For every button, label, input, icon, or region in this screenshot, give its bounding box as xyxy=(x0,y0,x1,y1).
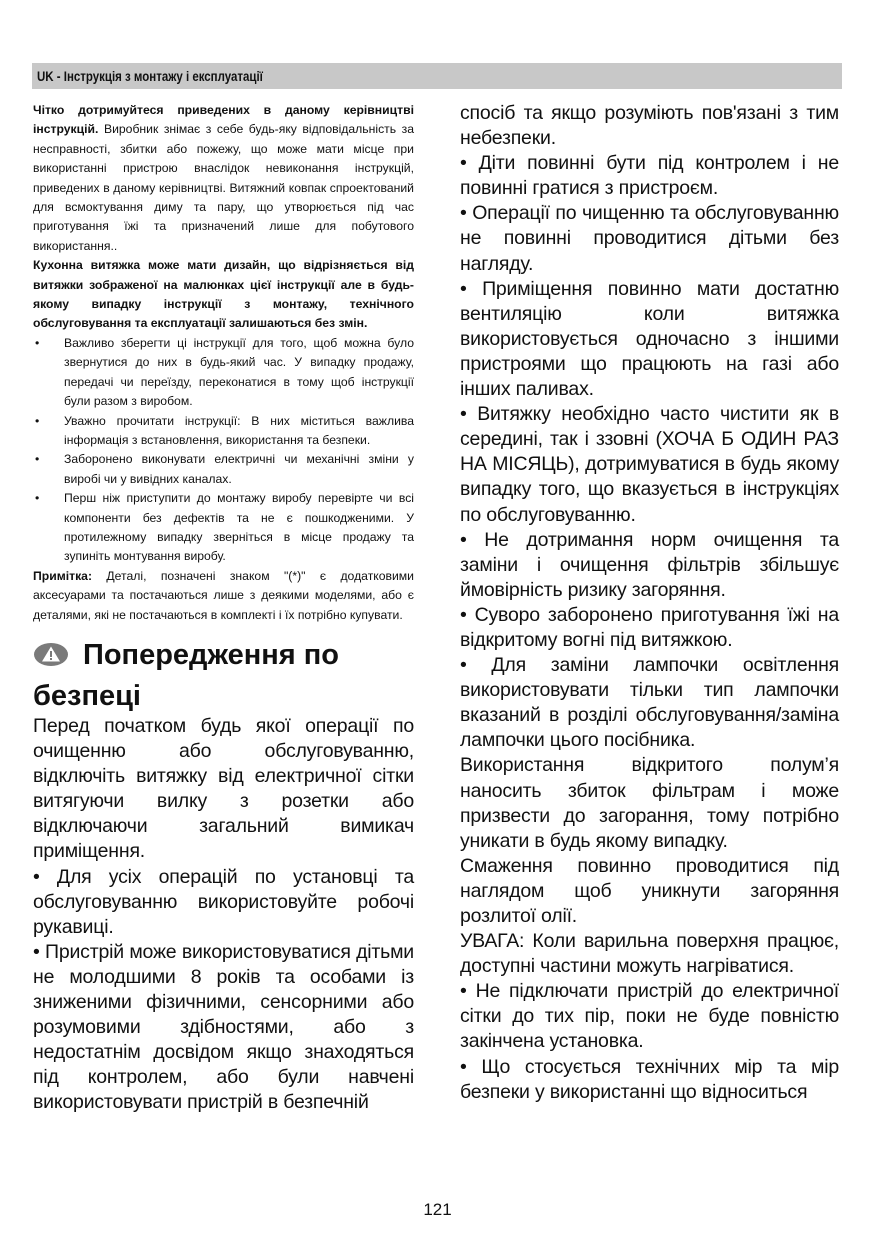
safety-paragraph: • Приміщення повинно мати достатню вентиляцію коли витяжка використовується одночасно з іншими пристроями що працюють на газі або інших паливах. xyxy=(460,277,839,401)
safety-paragraph: • Для усіх операцій по установці та обслуговуванню використовуйте робочі рукавиці. xyxy=(33,865,414,938)
note-paragraph xyxy=(33,567,414,625)
design-notice xyxy=(33,256,414,334)
design-notice-text: Кухонна витяжка може мати дизайн, що відрізняється від витяжки зображеної на малюнках цієї інструкції але в будь-якому випадку інструкції з монтажу, технічного обслуговування та експлуатації залишаються без змін. xyxy=(33,258,414,331)
safety-paragraph: Перед початком будь якої операції по очищенню або обслуговуванню, відключіть витяжку від електричної сітки витягуючи вилку з розетки або відключаючи загальний вимикач приміщення. xyxy=(33,714,414,863)
list-item: • Уважно прочитати інструкції: В них міститься важлива інформація з встановлення, використання та безпеки. xyxy=(35,413,414,447)
note-label: Примітка: xyxy=(33,568,93,583)
intro-paragraph xyxy=(33,101,414,256)
safety-paragraph: • Для заміни лампочки освітлення використовувати тільки тип лампочки вказаний в розділі обслуговування/заміна лампочки цього посібника. xyxy=(460,654,839,752)
safety-paragraph: • Суворо заборонено приготування їжі на відкритому вогні під витяжкою. xyxy=(460,603,839,651)
safety-paragraph: УВАГА: Коли варильна поверхня працює, доступні частини можуть нагріватися. xyxy=(460,930,839,978)
safety-paragraph: спосіб та якщо розуміють пов'язані з тим небезпеки. xyxy=(460,102,839,150)
intro-text: Виробник знімає з себе будь-яку відповідальність за несправності, збитки або пожежу, що може мати місце при використанні пристрою внаслідок невиконання інструкцій, приведених в даному керівництві. Витяжний ковпак спроектований для всмоктування диму та пару, що утворюється під час приготування їжі та призначений лише для побутового використання.. xyxy=(33,122,414,253)
safety-heading xyxy=(33,637,414,673)
left-column xyxy=(33,101,414,1115)
list-item: • Важливо зберегти ці інструкції для того, щоб можна було звернутися до них в будь-який час. У випадку продажу, передачі чи переїзду, переконатися в тому щоб інструкції були разом з виробом. xyxy=(35,335,414,409)
page-number: 121 xyxy=(423,1200,452,1219)
note-text: Деталі, позначені знаком "(*)" є додатковими аксесуарами та постачаються лише з деякими моделями, або є деталями, які не постачаються в комплекті і їх потрібно купувати. xyxy=(33,568,414,622)
safety-paragraph: • Пристрій може використовуватися дітьми не молодшими 8 років та особами із зниженими фізичними, сенсорними або розумовими здібностями, або з недостатнім досвідом якщо знаходяться під контролем, або були навчені використовувати пристрій в безпечній xyxy=(33,940,414,1114)
safety-paragraph: • Діти повинні бути під контролем і не повинні гратися з пристроєм. xyxy=(460,152,839,200)
list-item: • Перш ніж приступити до монтажу виробу перевірте чи всі компоненти без дефектів та не є пошкодженими. У протилежному випадку зверніться в місце продажу та зупиніть монтування виробу. xyxy=(35,491,414,564)
intro-bullet-list xyxy=(33,334,414,567)
safety-paragraph: Смаження повинно проводитися під наглядом щоб уникнути загоряння розлитої олії. xyxy=(460,854,839,927)
right-column xyxy=(460,101,839,1105)
safety-paragraph: • Не підключати пристрій до електричної сітки до тих пір, поки не буде повністю закінчена установка. xyxy=(460,980,839,1053)
safety-paragraph: • Не дотримання норм очищення та заміни і очищення фільтрів збільшує ймовірність ризику загоряння. xyxy=(460,528,839,601)
warning-icon xyxy=(33,642,69,667)
safety-paragraph: • Витяжку необхідно часто чистити як в середині, так і ззовні (ХОЧА Б ОДИН РАЗ НА МІСЯЦЬ), дотримуватися в будь якому випадку того, що вказується в інструкціях по обслуговуванню. xyxy=(460,403,839,526)
safety-paragraph: • Що стосується технічних мір та мір безпеки у використанні що відноситься xyxy=(460,1055,839,1103)
list-item: • Заборонено виконувати електричні чи механічні зміни у виробі чи у вивідних каналах. xyxy=(35,452,414,486)
safety-paragraph: • Операції по чищенню та обслуговуванню не повинні проводитися дітьми без нагляду. xyxy=(460,202,839,275)
safety-title-line2: безпеці xyxy=(33,679,141,712)
safety-title-line1: Попередження по xyxy=(83,638,340,671)
header-bar xyxy=(32,63,842,89)
safety-paragraph: Використання відкритого полум’я наносить збиток фільтрам і може призвести до загорання, тому потрібно уникати в будь якому випадку. xyxy=(460,754,839,852)
intro-bold-text: Чітко дотримуйтеся приведених в даному керівництві інструкцій. xyxy=(33,103,414,137)
header-title: UK - Інструкція з монтажу і експлуатації xyxy=(37,68,263,84)
